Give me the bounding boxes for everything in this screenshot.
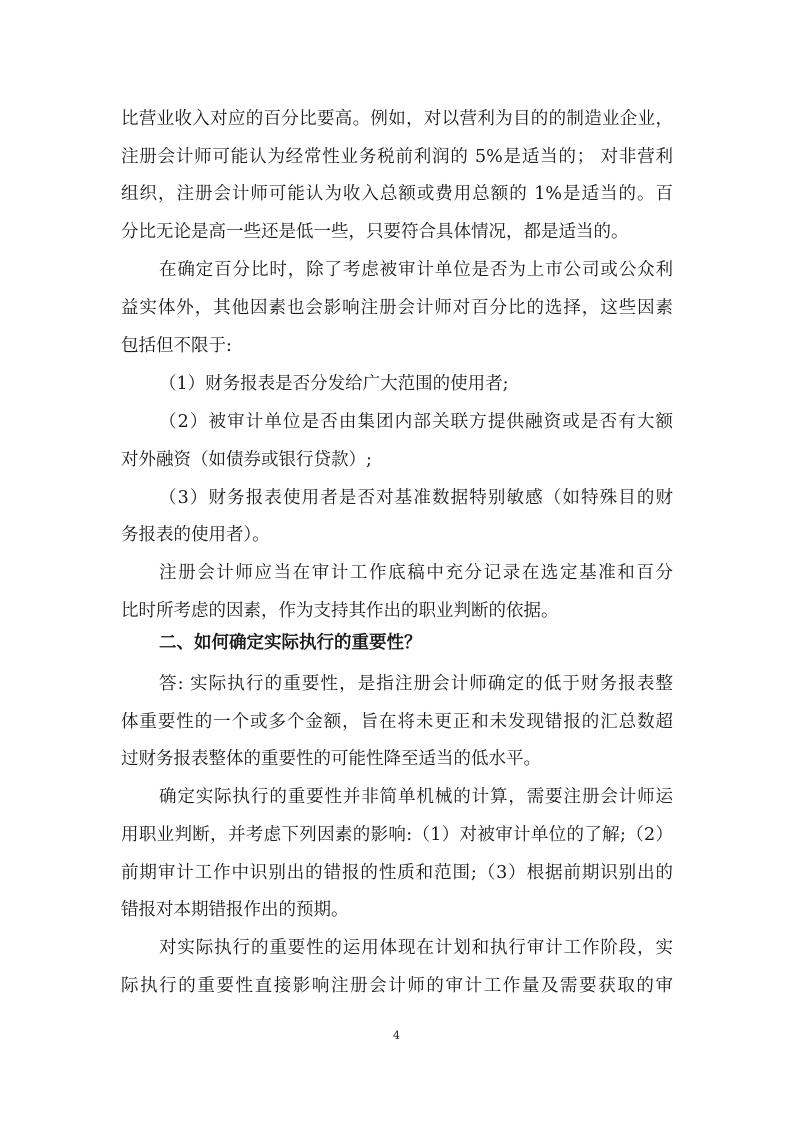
text-line: 比时所考虑的因素，作为支持其作出的职业判断的依据。 <box>121 601 559 621</box>
section-heading: 二、如何确定实际执行的重要性？ <box>159 633 422 653</box>
text-line: 注册会计师应当在审计工作底稿中充分记录在选定基准和百分 <box>159 563 673 583</box>
text-line: 对外融资（如债券或银行贷款）; <box>121 450 372 470</box>
text-line: 答: 实际执行的重要性，是指注册会计师确定的低于财务报表整 <box>159 674 673 694</box>
text-line: 比营业收入对应的百分比要高。例如，对以营利为目的的制造业企业， <box>121 109 673 129</box>
text-line: 包括但不限于: <box>121 336 232 356</box>
text-line: 体重要性的一个或多个金额，旨在将未更正和未发现错报的汇总数超 <box>121 712 673 732</box>
text-line: 际执行的重要性直接影响注册会计师的审计工作量及需要获取的审 <box>121 976 673 996</box>
text-line: 分比无论是高一些还是低一些，只要符合具体情况，都是适当的。 <box>121 222 629 242</box>
text-line: 前期审计工作中识别出的错报的性质和范围;（3）根据前期识别出的 <box>121 863 673 883</box>
text-line: 务报表的使用者）。 <box>121 525 270 545</box>
text-line: 确定实际执行的重要性并非简单机械的计算，需要注册会计师运 <box>159 787 673 807</box>
page-number: 4 <box>393 1029 400 1042</box>
text-line: 用职业判断，并考虑下列因素的影响:（1）对被审计单位的了解;（2） <box>121 825 673 845</box>
text-line: 在确定百分比时，除了考虑被审计单位是否为上市公司或公众利 <box>159 260 673 280</box>
text-line: 组织，注册会计师可能认为收入总额或费用总额的 1%是适当的。百 <box>121 184 673 204</box>
list-item-text: （3）财务报表使用者是否对基准数据特别敏感（如特殊目的财 <box>159 488 673 508</box>
list-item-text: （2）被审计单位是否由集团内部关联方提供融资或是否有大额 <box>159 412 673 432</box>
text-line: 注册会计师可能认为经常性业务税前利润的 5%是适当的； 对非营利 <box>121 147 673 167</box>
list-item-text: （1）财务报表是否分发给广大范围的使用者; <box>159 374 509 394</box>
text-line: 益实体外，其他因素也会影响注册会计师对百分比的选择，这些因素 <box>121 298 673 318</box>
text-line: 错报对本期错报作出的预期。 <box>121 900 349 920</box>
text-line: 对实际执行的重要性的运用体现在计划和执行审计工作阶段，实 <box>159 938 673 958</box>
text-line: 过财务报表整体的重要性的可能性降至适当的低水平。 <box>121 749 541 769</box>
